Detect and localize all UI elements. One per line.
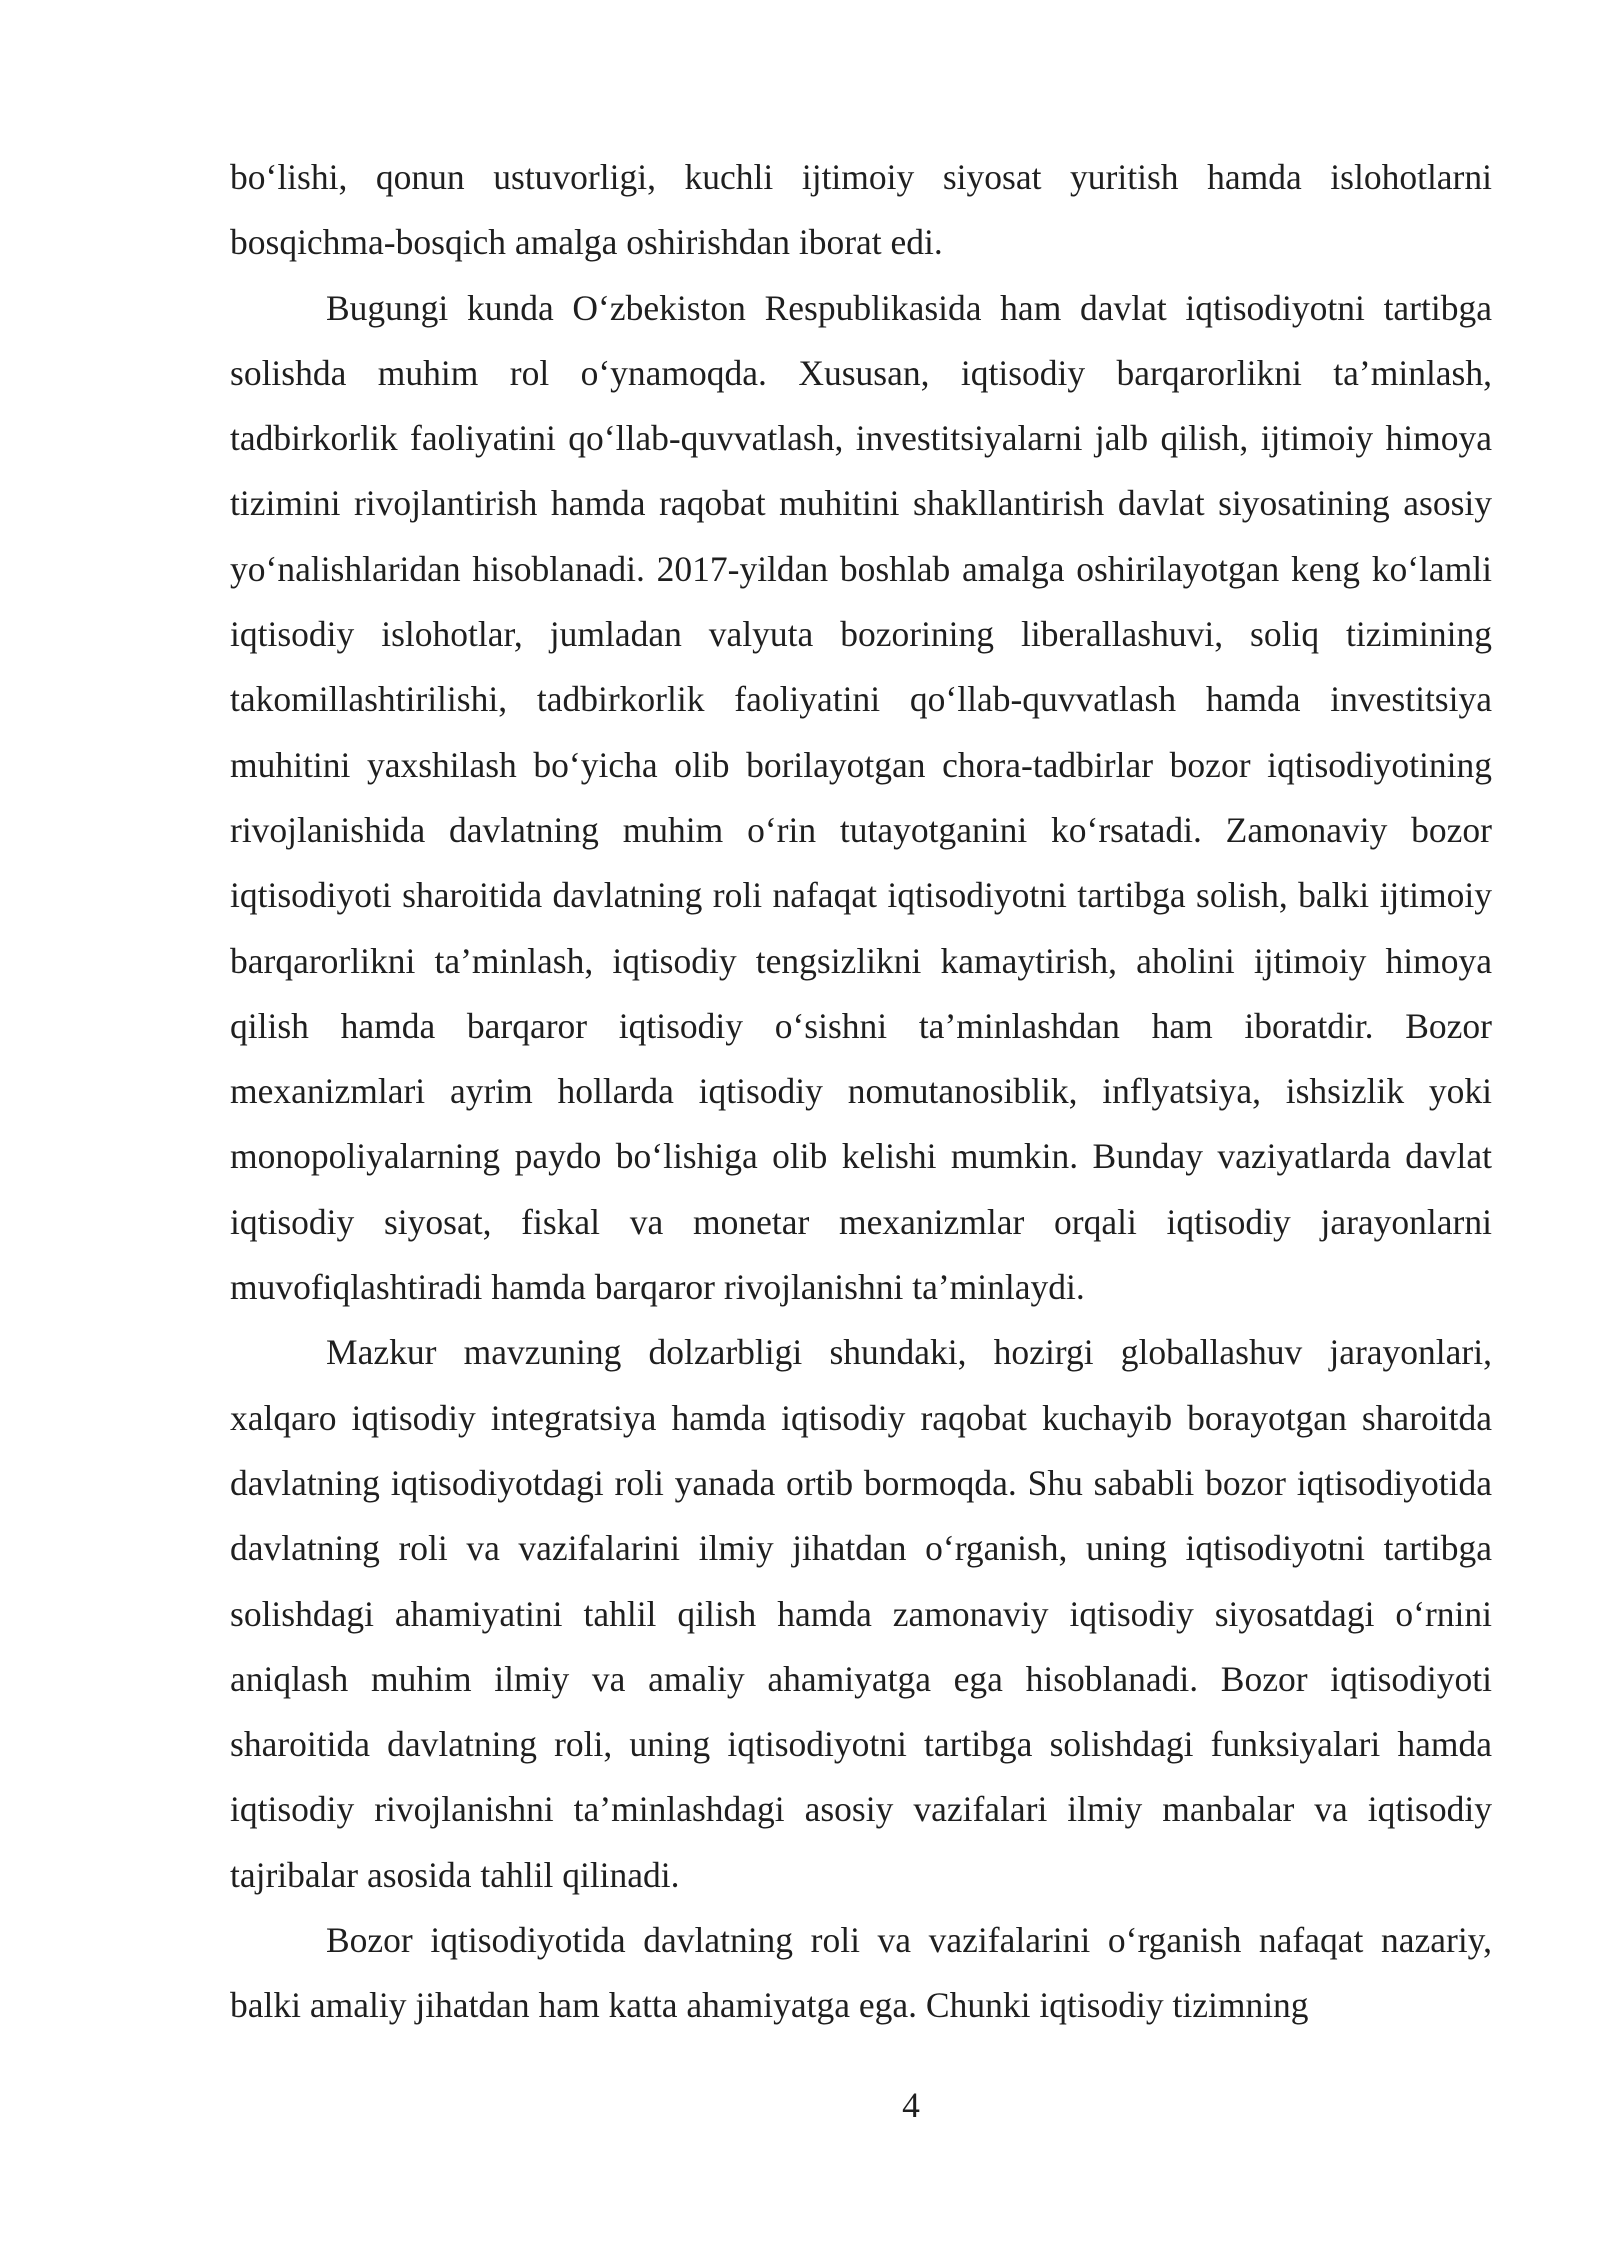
page-number: 4	[902, 2085, 920, 2125]
paragraph-topic-relevance: Mazkur mavzuning dolzarbligi shundaki, hozirgi globallashuv jarayonlari, xalqaro iqtisodiy integratsiya hamda iqtisodiy raqobat kuchayib borayotgan sharoitda davlatning iqtisodiyotdagi roli yanada ortib bormoqda. Shu sababli bozor iqtisodiyotida davlatning roli va vazifalarini ilmiy jihatdan o‘rganish, uning iqtisodiyotni tartibga solishdagi ahamiyatini tahlil qilish hamda zamonaviy iqtisodiy siyosatdagi o‘rnini aniqlash muhim ilmiy va amaliy ahamiyatga ega hisoblanadi. Bozor iqtisodiyoti sharoitida davlatning roli, uning iqtisodiyotni tartibga solishdagi funksiyalari hamda iqtisodiy rivojlanishni ta’minlashdagi asosiy vazifalari ilmiy manbalar va iqtisodiy tajribalar asosida tahlil qilinadi.	[230, 1332, 1492, 1895]
body-text	[230, 145, 1492, 2039]
paragraph-continuation: bo‘lishi, qonun ustuvorligi, kuchli ijtimoiy siyosat yuritish hamda islohotlarni bosqichma-bosqich amalga oshirishdan iborat edi.	[230, 157, 1492, 263]
paragraph-state-role-uzbekistan: Bugungi kunda O‘zbekiston Respublikasida ham davlat iqtisodiyotni tartibga solishda muhim rol o‘ynamoqda. Xususan, iqtisodiy barqarorlikni ta’minlash, tadbirkorlik faoliyatini qo‘llab-quvvatlash, investitsiyalarni jalb qilish, ijtimoiy himoya tizimini rivojlantirish hamda raqobat muhitini shakllantirish davlat siyosatining asosiy yo‘nalishlaridan hisoblanadi. 2017-yildan boshlab amalga oshirilayotgan keng ko‘lamli iqtisodiy islohotlar, jumladan valyuta bozorining liberallashuvi, soliq tizimining takomillashtirilishi, tadbirkorlik faoliyatini qo‘llab-quvvatlash hamda investitsiya muhitini yaxshilash bo‘yicha olib borilayotgan chora-tadbirlar bozor iqtisodiyotining rivojlanishida davlatning muhim o‘rin tutayotganini ko‘rsatadi. Zamonaviy bozor iqtisodiyoti sharoitida davlatning roli nafaqat iqtisodiyotni tartibga solish, balki ijtimoiy barqarorlikni ta’minlash, iqtisodiy tengsizlikni kamaytirish, aholini ijtimoiy himoya qilish hamda barqaror iqtisodiy o‘sishni ta’minlashdan ham iboratdir. Bozor mexanizmlari ayrim hollarda iqtisodiy nomutanosiblik, inflyatsiya, ishsizlik yoki monopoliyalarning paydo bo‘lishiga olib kelishi mumkin. Bunday vaziyatlarda davlat iqtisodiy siyosat, fiskal va monetar mexanizmlar orqali iqtisodiy jarayonlarni muvofiqlashtiradi hamda barqaror rivojlanishni ta’minlaydi.	[230, 287, 1492, 1308]
paragraph-practical-significance: Bozor iqtisodiyotida davlatning roli va vazifalarini o‘rganish nafaqat nazariy, balki amaliy jihatdan ham katta ahamiyatga ega. Chunki iqtisodiy tizimning	[230, 1920, 1492, 2026]
